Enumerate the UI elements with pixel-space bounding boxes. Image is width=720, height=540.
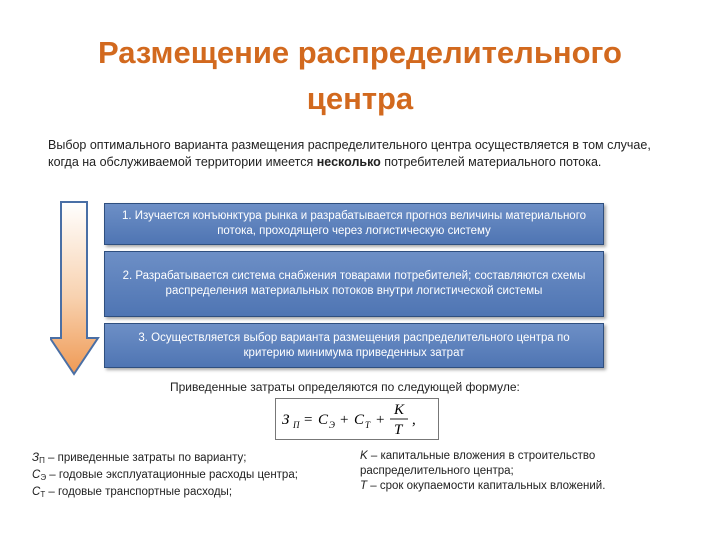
formula-plus2: + bbox=[376, 412, 385, 428]
legend-symbol: С bbox=[32, 486, 41, 498]
legend-symbol: K bbox=[360, 450, 368, 462]
down-arrow-icon bbox=[50, 200, 100, 376]
legend-text: – капитальные вложения в строительство bbox=[367, 450, 596, 462]
step-text-1: 1. Изучается конъюнктура рынка и разрабатывается прогноз величины материального потока, проходящего через логистическую систему bbox=[121, 210, 587, 237]
legend-item bbox=[360, 464, 660, 479]
formula-plus1: + bbox=[340, 412, 349, 428]
title-line-1: Размещение распределительного bbox=[98, 35, 622, 70]
formula-denominator: T bbox=[394, 422, 403, 438]
intro-text-bold: несколько bbox=[316, 155, 381, 169]
formula-tail: , bbox=[412, 412, 416, 428]
legend-symbol: T bbox=[360, 480, 368, 492]
legend-text: – годовые эксплуатационные расходы центра; bbox=[46, 469, 298, 481]
step-box-1 bbox=[104, 203, 604, 245]
title-line-2: центра bbox=[306, 81, 414, 116]
formula-term2: C bbox=[354, 412, 365, 428]
legend-item bbox=[360, 449, 660, 464]
intro-text-end: потребителей материального потока. bbox=[380, 155, 602, 169]
legend-text: распределительного центра; bbox=[360, 465, 514, 477]
legend-text: – приведенные затраты по варианту; bbox=[44, 452, 247, 464]
step-box-2 bbox=[104, 251, 604, 317]
legend-item bbox=[32, 485, 352, 502]
formula-term1-sub: Э bbox=[329, 420, 335, 430]
legend-item bbox=[32, 468, 352, 485]
legend-symbol: З bbox=[32, 452, 40, 464]
step-text-2: 2. Разрабатывается система снабжения товарами потребителей; составляются схемы распределения материальных потоков внутри логистической системы bbox=[122, 270, 586, 297]
formula-lhs-sub: П bbox=[293, 420, 300, 430]
formula-eq: = bbox=[304, 412, 313, 428]
formula-numerator: K bbox=[394, 402, 405, 418]
formula-lead: Приведенные затраты определяются по следующей формуле: bbox=[170, 380, 520, 394]
page-title bbox=[40, 30, 680, 122]
step-text-3: 3. Осуществляется выбор варианта размещения распределительного центра по критерию минимума приведенных затрат bbox=[138, 331, 570, 359]
formula-lhs: З bbox=[282, 412, 290, 428]
legend-sub: Т bbox=[40, 490, 46, 499]
formula-term1: C bbox=[318, 412, 329, 428]
legend-text: – годовые транспортные расходы; bbox=[45, 486, 233, 498]
formula-box bbox=[275, 398, 439, 440]
legend-item bbox=[32, 451, 352, 468]
intro-paragraph bbox=[48, 137, 678, 171]
legend-sub: П bbox=[39, 456, 45, 465]
legend-left bbox=[32, 451, 352, 502]
step-box-3 bbox=[104, 323, 604, 368]
legend-text: – срок окупаемости капитальных вложений. bbox=[367, 480, 606, 492]
legend-symbol: С bbox=[32, 469, 41, 481]
intro-text-start: Выбор оптимального варианта размещения распределительного центра осуществляется в том случае, когда на обслуживаемой территории имеется bbox=[48, 138, 651, 169]
legend-right bbox=[360, 449, 660, 494]
formula-term2-sub: T bbox=[365, 420, 371, 430]
legend-sub: Э bbox=[40, 473, 47, 482]
legend-item bbox=[360, 479, 660, 494]
